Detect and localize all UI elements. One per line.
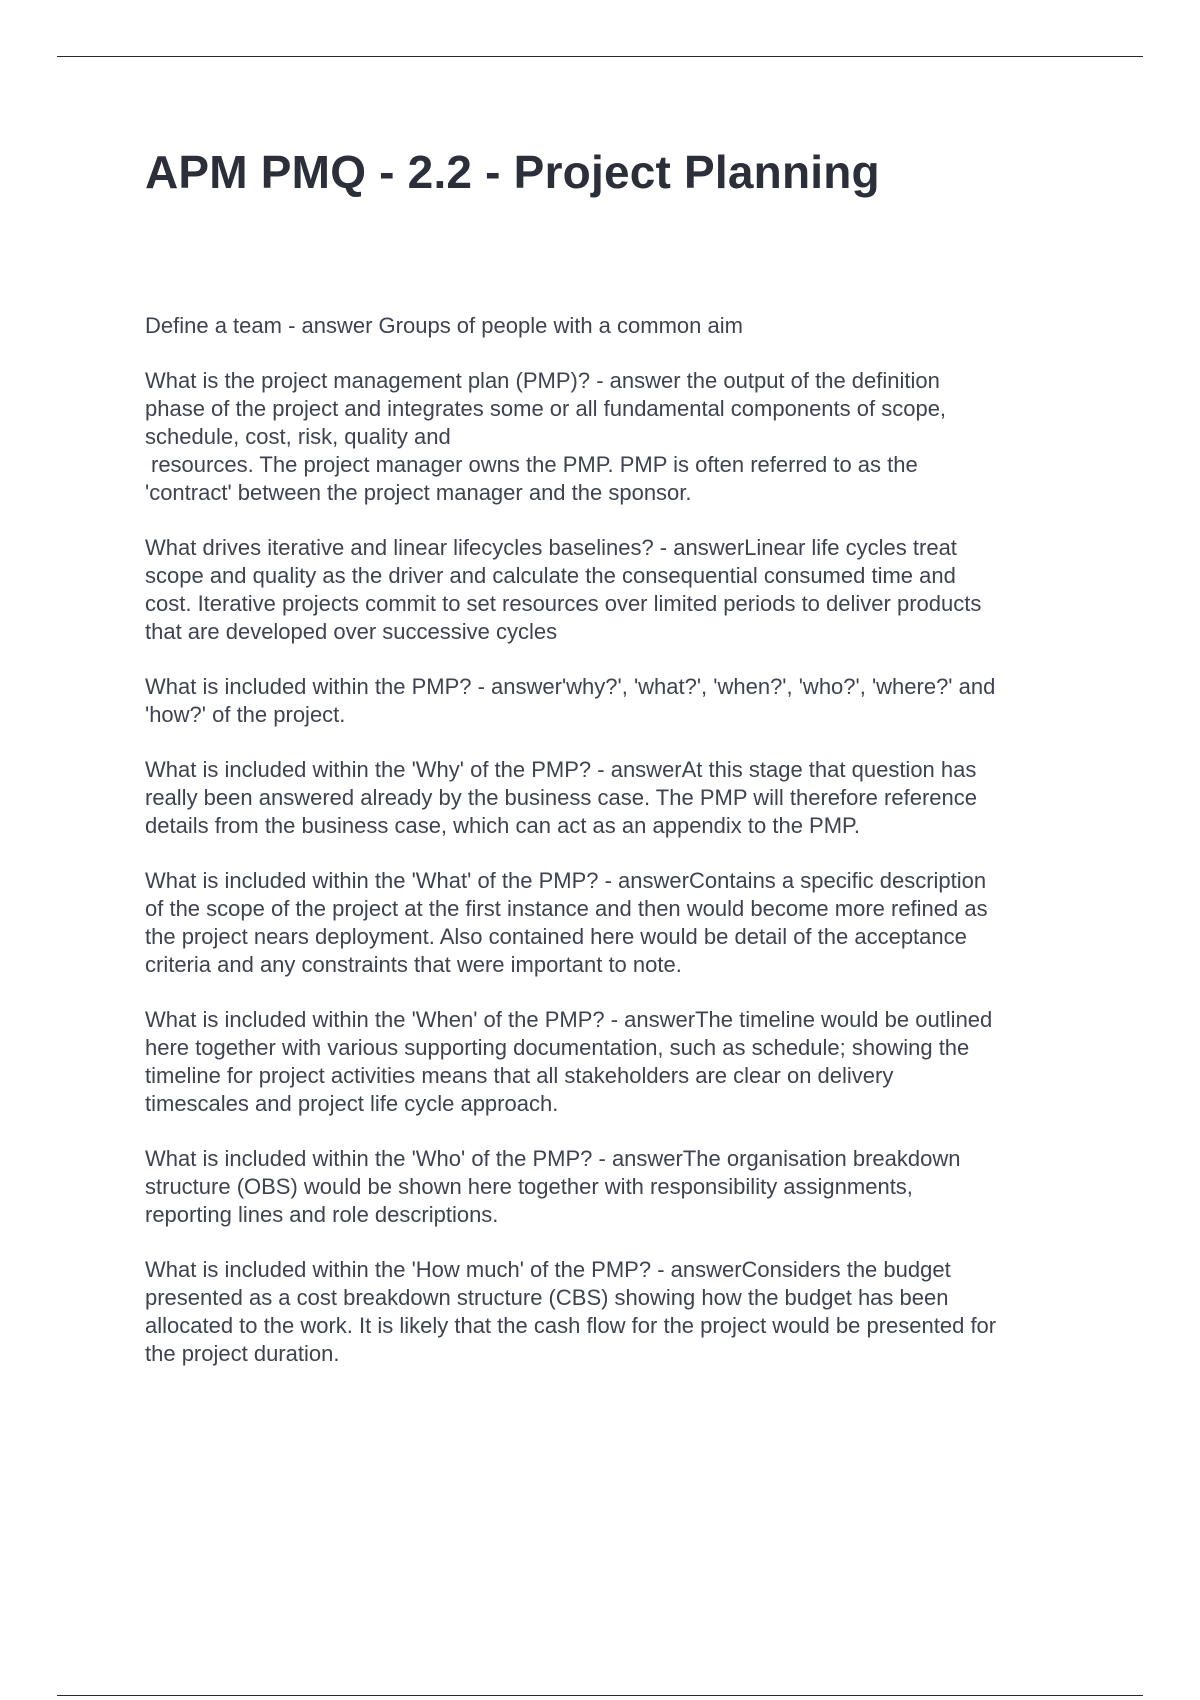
qa-line: What is included within the 'When' of the PMP? - answerThe timeline would be outlined	[145, 1007, 993, 1032]
qa-line: details from the business case, which can act as an appendix to the PMP.	[145, 813, 860, 838]
qa-item	[145, 673, 1090, 729]
qa-line: here together with various supporting documentation, such as schedule; showing the	[145, 1035, 970, 1060]
qa-item	[145, 367, 1090, 507]
qa-line: What is included within the 'What' of the PMP? - answerContains a specific description	[145, 868, 987, 893]
qa-line: What is included within the PMP? - answer'why?', 'what?', 'when?', 'who?', 'where?' and	[145, 674, 996, 699]
qa-line: Define a team - answer Groups of people with a common aim	[145, 313, 743, 338]
qa-line: What drives iterative and linear lifecycles baselines? - answerLinear life cycles treat	[145, 535, 957, 560]
qa-line: presented as a cost breakdown structure (CBS) showing how the budget has been	[145, 1285, 949, 1310]
qa-line: reporting lines and role descriptions.	[145, 1202, 499, 1227]
qa-line: schedule, cost, risk, quality and	[145, 424, 451, 449]
qa-line: What is included within the 'How much' of the PMP? - answerConsiders the budget	[145, 1257, 951, 1282]
qa-line: structure (OBS) would be shown here together with responsibility assignments,	[145, 1174, 913, 1199]
qa-line: criteria and any constraints that were important to note.	[145, 952, 682, 977]
qa-line: timescales and project life cycle approach.	[145, 1091, 559, 1116]
qa-line: resources. The project manager owns the PMP. PMP is often referred to as the	[151, 452, 918, 477]
qa-item	[145, 1256, 1090, 1368]
qa-item	[145, 534, 1090, 646]
qa-item	[145, 312, 1090, 340]
qa-line: scope and quality as the driver and calculate the consequential consumed time and	[145, 563, 956, 588]
qa-line: What is the project management plan (PMP)? - answer the output of the definition	[145, 368, 940, 393]
qa-line: timeline for project activities means that all stakeholders are clear on delivery	[145, 1063, 894, 1088]
qa-line: What is included within the 'Why' of the PMP? - answerAt this stage that question has	[145, 757, 977, 782]
page-title: APM PMQ - 2.2 - Project Planning	[145, 146, 880, 198]
qa-list	[145, 312, 1090, 1395]
qa-line: allocated to the work. It is likely that the cash flow for the project would be presented for	[145, 1313, 997, 1338]
qa-line: 'how?' of the project.	[145, 702, 346, 727]
qa-line: phase of the project and integrates some or all fundamental components of scope,	[145, 396, 947, 421]
qa-line: really been answered already by the business case. The PMP will therefore reference	[145, 785, 977, 810]
top-rule	[57, 56, 1143, 57]
qa-line: cost. Iterative projects commit to set resources over limited periods to deliver products	[145, 591, 982, 616]
qa-item	[145, 756, 1090, 840]
qa-item	[145, 867, 1090, 979]
qa-line: of the scope of the project at the first instance and then would become more refined as	[145, 896, 988, 921]
bottom-rule	[57, 1695, 1143, 1696]
qa-line: 'contract' between the project manager and the sponsor.	[145, 480, 692, 505]
qa-item	[145, 1006, 1090, 1118]
qa-item	[145, 1145, 1090, 1229]
qa-line: What is included within the 'Who' of the PMP? - answerThe organisation breakdown	[145, 1146, 961, 1171]
qa-line: the project duration.	[145, 1341, 340, 1366]
qa-line: the project nears deployment. Also contained here would be detail of the acceptance	[145, 924, 967, 949]
qa-line: that are developed over successive cycles	[145, 619, 558, 644]
